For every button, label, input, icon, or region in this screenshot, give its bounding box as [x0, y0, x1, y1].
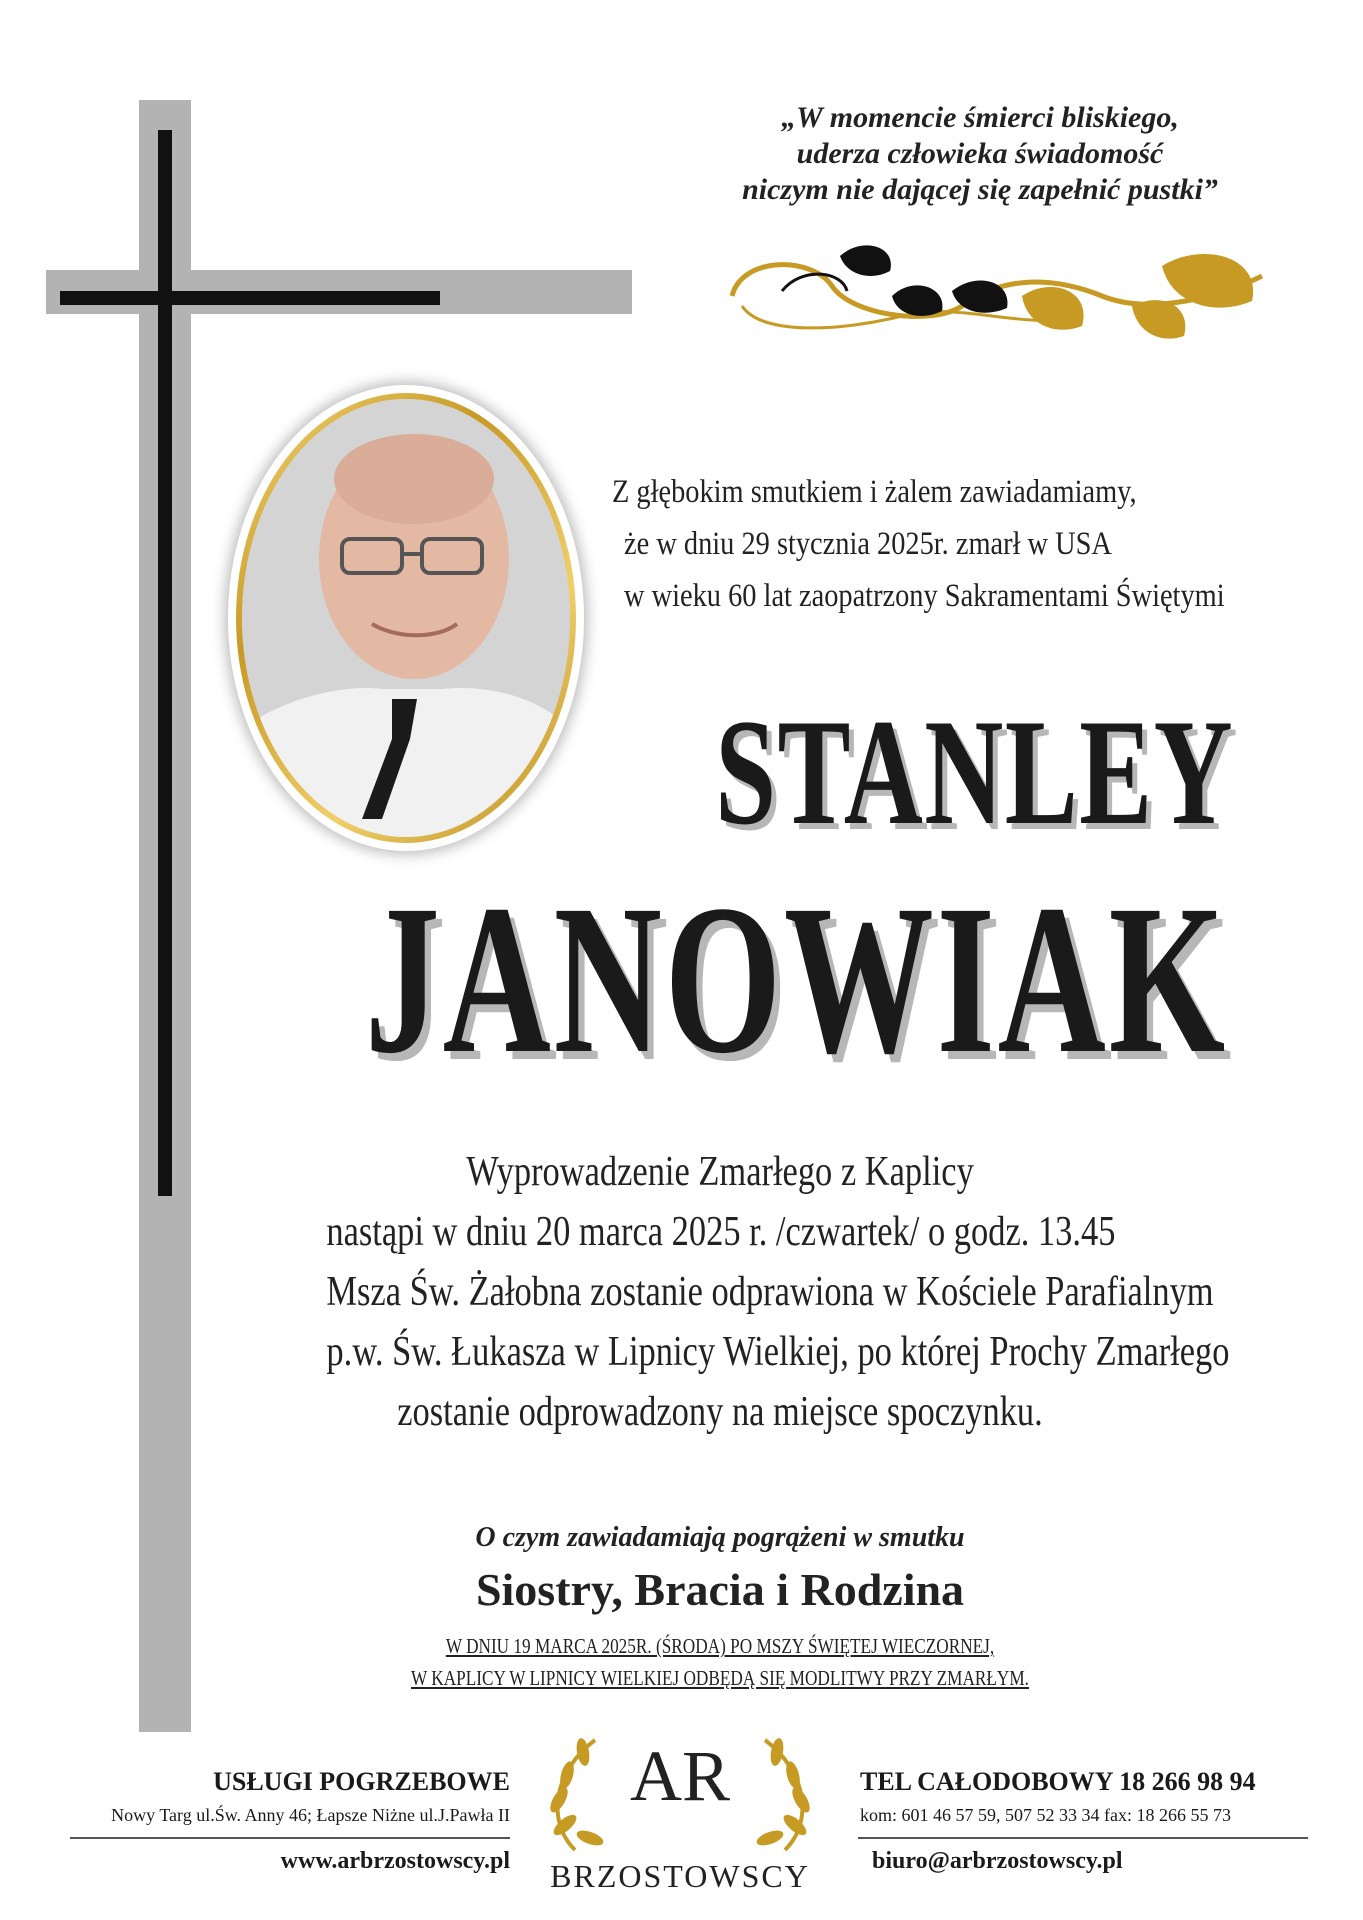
announcement-intro: [612, 466, 1225, 622]
quote-line-3: niczym nie dającej się zapełnić pustki”: [742, 173, 1218, 206]
portrait-icon: [242, 399, 570, 837]
prayer-notice: [300, 1630, 1140, 1694]
intro-line-2: że w dniu 29 stycznia 2025r. zmarł w USA: [624, 526, 1112, 562]
quote-line-2: uderza człowieka świadomość: [796, 137, 1164, 170]
footer-divider-right: [858, 1837, 1308, 1839]
contact-numbers: kom: 601 46 57 59, 507 52 33 34 fax: 18 266 55 73: [860, 1805, 1231, 1825]
details-line-2: nastąpi w dniu 20 marca 2025 r. /czwartek/ o godz. 13.45: [326, 1209, 1116, 1255]
services-title: USŁUGI POGRZEBOWE: [213, 1767, 510, 1796]
memorial-quote: [620, 100, 1340, 208]
intro-line-1: Z głębokim smutkiem i żalem zawiadamiamy,: [612, 474, 1137, 510]
logo-initials: AR: [629, 1736, 731, 1816]
notice-line-1: W DNIU 19 MARCA 2025R. (ŚRODA) PO MSZY ŚWIĘTEJ WIECZORNEJ,: [445, 1634, 995, 1658]
family-signature: Siostry, Bracia i Rodzina: [475, 1564, 965, 1615]
logo-name: BRZOSTOWSCY: [550, 1858, 810, 1894]
notice-line-2: W KAPLICY W LIPNICY WIELKIEJ ODBĘDĄ SIĘ MODLITWY PRZY ZMARŁYM.: [411, 1666, 1029, 1690]
funeral-details: [240, 1142, 1230, 1442]
deceased-first-name: STANLEY: [715, 688, 1235, 856]
services-address: Nowy Targ ul.Św. Anny 46; Łapsze Niżne ul.J.Pawła II: [111, 1805, 510, 1825]
website-link[interactable]: www.arbrzostowscy.pl: [280, 1848, 510, 1874]
cross-black-vertical: [158, 130, 172, 1196]
intro-line-3: w wieku 60 lat zaopatrzony Sakramentami Świętymi: [624, 578, 1225, 614]
closing-line: O czym zawiadamiają pogrążeni w smutku: [475, 1522, 965, 1553]
details-line-3: Msza Św. Żałobna zostanie odprawiona w Kościele Parafialnym: [326, 1269, 1214, 1315]
leaf-ornament-icon: [722, 236, 1282, 376]
phone-number: TEL CAŁODOBOWY 18 266 98 94: [860, 1767, 1256, 1796]
deceased-last-name: JANOWIAK: [365, 861, 1228, 1098]
footer-divider-left: [70, 1837, 510, 1839]
cross-black-horizontal: [60, 291, 440, 305]
email-link[interactable]: biuro@arbrzostowscy.pl: [872, 1848, 1123, 1874]
quote-line-1: „W momencie śmierci bliskiego,: [781, 101, 1179, 134]
details-line-1: Wyprowadzenie Zmarłego z Kaplicy: [466, 1149, 974, 1195]
portrait-photo: [242, 399, 570, 837]
details-line-5: zostanie odprowadzony na miejsce spoczynku.: [397, 1389, 1043, 1435]
details-line-4: p.w. Św. Łukasza w Lipnicy Wielkiej, po której Prochy Zmarłego: [326, 1329, 1230, 1375]
